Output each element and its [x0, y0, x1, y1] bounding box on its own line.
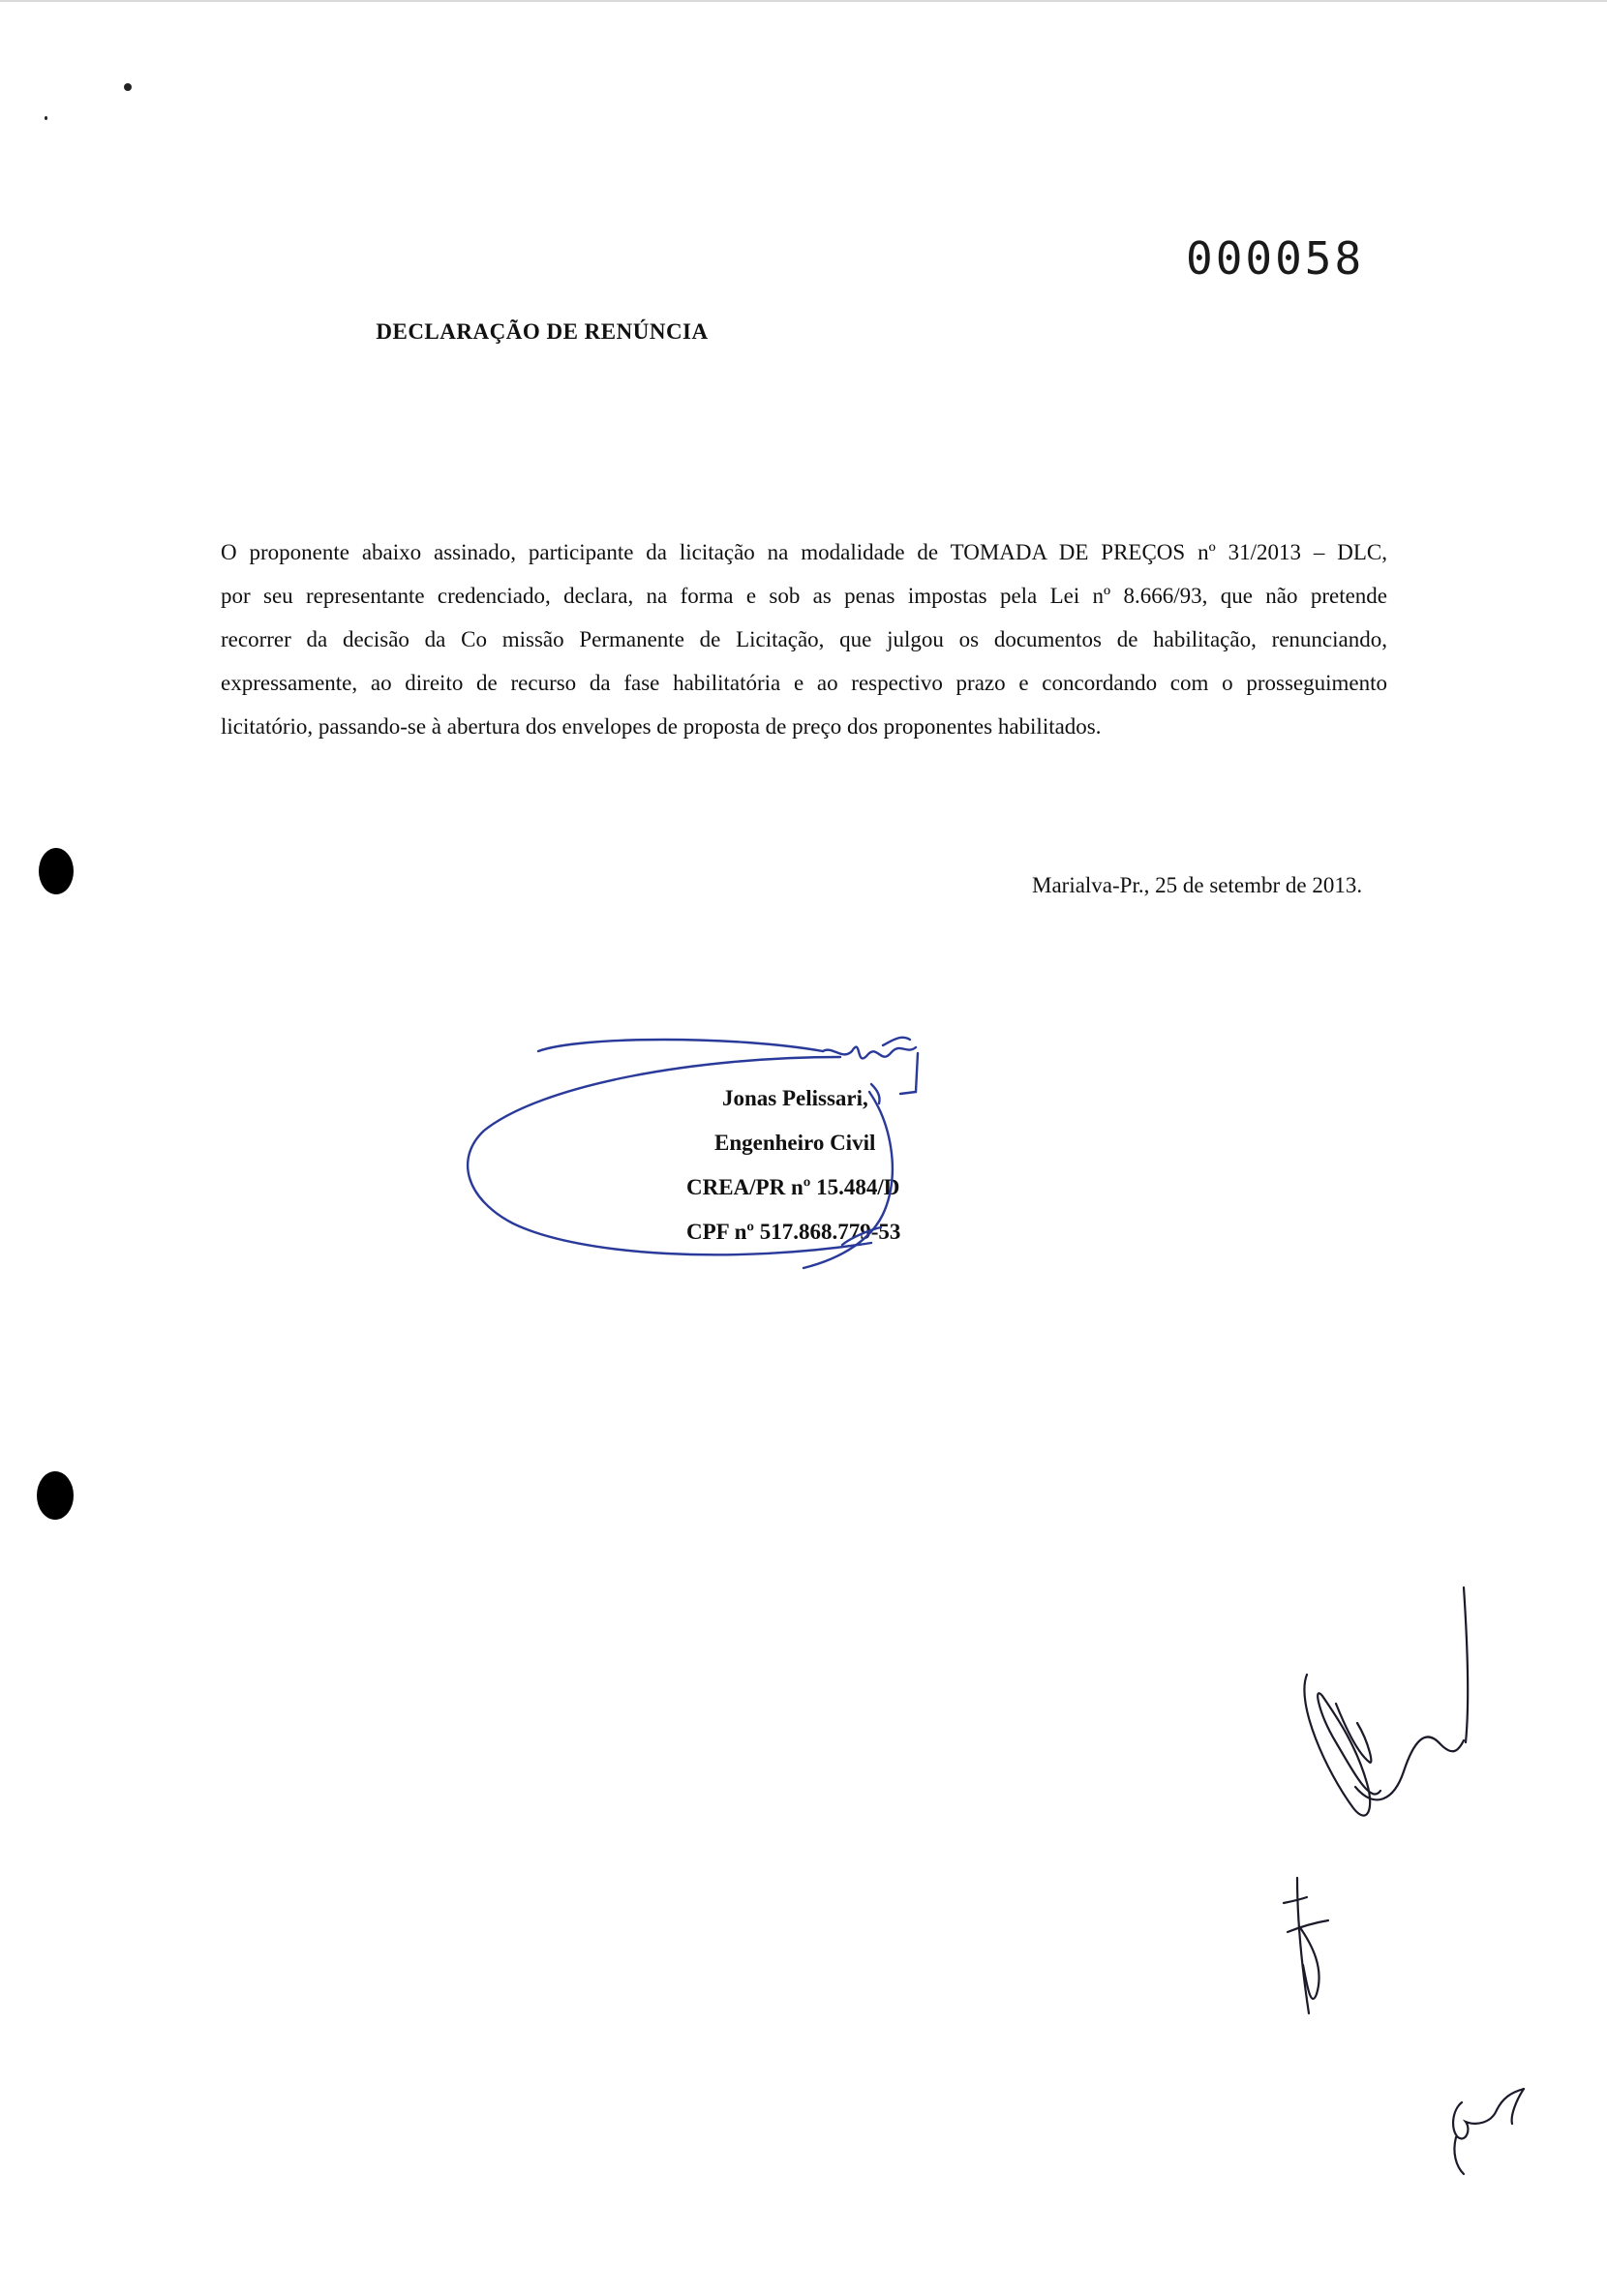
paragraph-line: expressamente, ao direito de recurso da fase habilitatória e ao respectivo prazo e concordando com o prosseguimento [221, 671, 1387, 695]
paragraph-line: recorrer da decisão da Co missão Permanente de Licitação, que julgou os documentos de habilitação, renunciando, [221, 627, 1387, 651]
initials-mark [1284, 1878, 1328, 2013]
initials-mark [1304, 1587, 1468, 1816]
signer-cpf: CPF nº 517.868.779-53 [686, 1220, 901, 1244]
paragraph-line: por seu representante credenciado, declara, na forma e sob as penas impostas pela Lei nº 8.666/93, que não pretende [221, 584, 1387, 608]
initials-mark [1453, 2089, 1524, 2174]
signer-name: Jonas Pelissari, [722, 1086, 868, 1110]
place-and-date: Marialva-Pr., 25 de setembr de 2013. [1032, 873, 1363, 897]
signer-crea: CREA/PR nº 15.484/D [686, 1175, 900, 1199]
paragraph-line: licitatório, passando-se à abertura dos envelopes de proposta de preço dos proponentes habilitados. [221, 714, 1102, 739]
paragraph-line: O proponente abaixo assinado, participante da licitação na modalidade de TOMADA DE PREÇOS nº 31/2013 – DLC, [221, 540, 1387, 564]
title-text: DECLARAÇÃO DE RENÚNCIA [376, 319, 709, 344]
page-number: 000058 [1186, 232, 1365, 285]
signer-profession: Engenheiro Civil [714, 1131, 876, 1155]
signature-stroke [468, 1038, 918, 1268]
